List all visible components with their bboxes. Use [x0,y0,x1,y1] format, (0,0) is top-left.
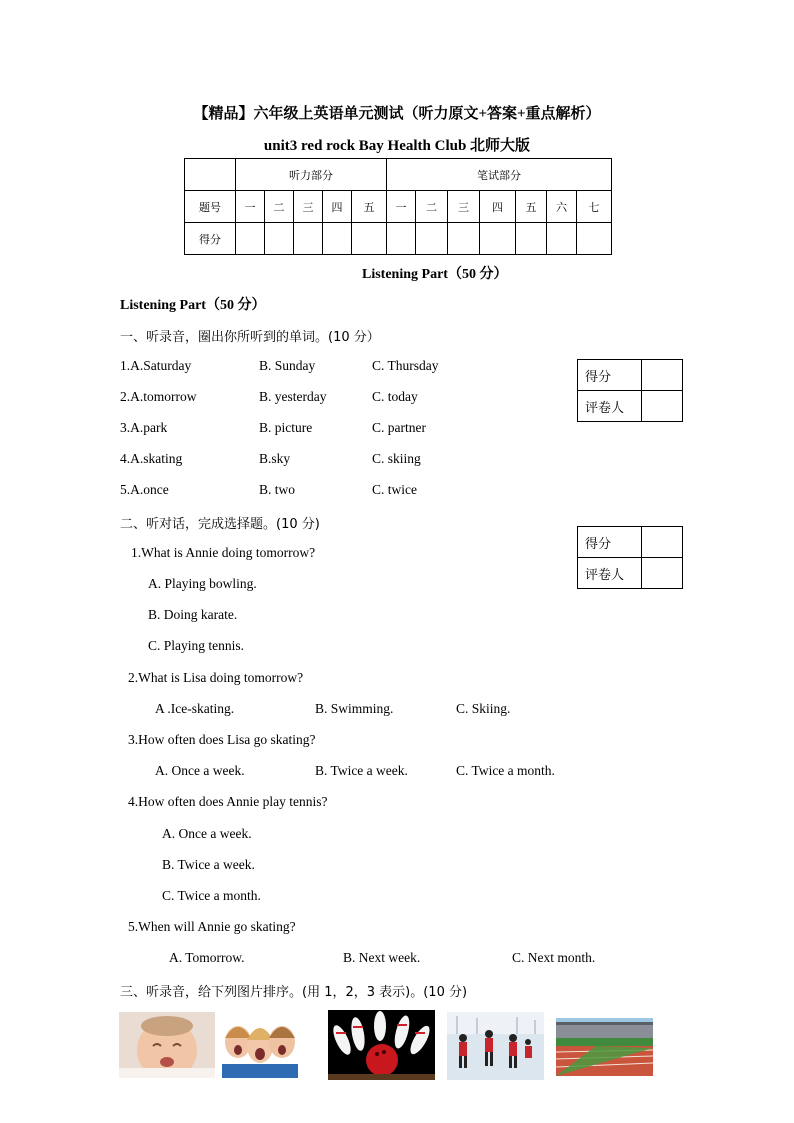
stadium-track-picture [556,1018,653,1076]
grader-score-cell[interactable] [642,527,683,558]
s1-q3-option-b: B. picture [259,420,313,435]
score-table-row-label-score: 得分 [185,223,236,255]
score-cell[interactable] [294,223,323,255]
score-table-header-cell: 四 [480,191,516,223]
s1-q5-option-c: C. twice [372,482,417,497]
s2-q2-option-a: A .Ice-skating. [155,701,235,716]
grader-score-cell[interactable] [642,360,683,391]
s1-q1-option-b: B. Sunday [259,358,316,373]
s1-q4-option-a: 4.A.skating [120,451,183,466]
s2-q3-option-c: C. Twice a month. [456,763,555,778]
document-subtitle: unit3 red rock Bay Health Club 北师大版 [263,138,531,154]
s2-q5-option-c: C. Next month. [512,950,596,965]
score-cell[interactable] [577,223,612,255]
s1-q2-option-c: C. today [372,389,418,404]
score-cell[interactable] [323,223,352,255]
score-table [184,158,612,255]
s2-q2-question: 2.What is Lisa doing tomorrow? [128,670,304,685]
s1-q3-option-c: C. partner [372,420,426,435]
skating-picture [447,1012,544,1080]
score-table-header-cell: 一 [236,191,265,223]
grader-name-cell[interactable] [642,391,683,422]
score-cell[interactable] [547,223,577,255]
s1-q2-option-a: 2.A.tomorrow [120,389,197,404]
s2-q5-option-a: A. Tomorrow. [169,950,245,965]
s1-q5-option-b: B. two [259,482,296,497]
section3-heading: 三、听录音，给下列图片排序。(用 1，2，3 表示)。(10 分) [120,985,468,1000]
score-table-header-cell: 四 [323,191,352,223]
s1-q4-option-b: B.sky [259,451,291,466]
s2-q3-option-b: B. Twice a week. [315,763,408,778]
document-title: 【精品】六年级上英语单元测试（听力原文+答案+重点解析） [193,106,601,122]
score-cell[interactable] [448,223,480,255]
score-table-row-label-number: 题号 [185,191,236,223]
s1-q1-option-a: 1.A.Saturday [120,358,192,373]
score-cell[interactable] [480,223,516,255]
score-cell[interactable] [265,223,294,255]
score-table-header-cell: 六 [547,191,577,223]
listening-part-heading-center: Listening Part（50 分） [362,267,508,282]
bowling-picture [328,1010,435,1080]
score-table-header-cell: 三 [448,191,480,223]
s2-q1-question: 1.What is Annie doing tomorrow? [131,545,316,560]
s2-q5-option-b: B. Next week. [343,950,421,965]
s2-q5-question: 5.When will Annie go skating? [128,919,296,934]
score-table-header-cell: 五 [516,191,547,223]
listening-part-heading: Listening Part（50 分） [120,298,266,313]
score-table-group-listening: 听力部分 [236,159,387,191]
s1-q3-option-a: 3.A.park [120,420,168,435]
score-table-header-cell: 五 [352,191,387,223]
grader-score-label: 得分 [578,527,642,558]
s1-q5-option-a: 5.A.once [120,482,169,497]
score-cell[interactable] [352,223,387,255]
score-table-header-cell: 二 [265,191,294,223]
score-table-group-writing: 笔试部分 [387,159,612,191]
s1-q2-option-b: B. yesterday [259,389,327,404]
score-table-corner [185,159,236,191]
s2-q4-option-b: B. Twice a week. [162,857,255,872]
s2-q1-option-a: A. Playing bowling. [148,576,257,591]
s2-q3-question: 3.How often does Lisa go skating? [128,732,316,747]
grader-score-label: 得分 [578,360,642,391]
grader-box-2 [577,526,683,589]
shouting-kids-picture [222,1012,298,1078]
score-table-header-cell: 一 [387,191,416,223]
s1-q1-option-c: C. Thursday [372,358,439,373]
s2-q2-option-b: B. Swimming. [315,701,394,716]
grader-box-1 [577,359,683,422]
s2-q4-option-c: C. Twice a month. [162,888,261,903]
grader-name-label: 评卷人 [578,558,642,589]
grader-name-label: 评卷人 [578,391,642,422]
s2-q1-option-b: B. Doing karate. [148,607,238,622]
s2-q2-option-c: C. Skiing. [456,701,511,716]
score-table-header-cell: 二 [416,191,448,223]
s1-q4-option-c: C. skiing [372,451,421,466]
s2-q1-option-c: C. Playing tennis. [148,638,245,653]
score-cell[interactable] [416,223,448,255]
section1-heading: 一、听录音，圈出你所听到的单词。(10 分） [120,330,380,345]
grader-name-cell[interactable] [642,558,683,589]
score-table-header-cell: 三 [294,191,323,223]
s2-q3-option-a: A. Once a week. [155,763,245,778]
s2-q4-option-a: A. Once a week. [162,826,252,841]
score-cell[interactable] [516,223,547,255]
score-cell[interactable] [387,223,416,255]
s2-q4-question: 4.How often does Annie play tennis? [128,794,328,809]
score-cell[interactable] [236,223,265,255]
crying-baby-picture [119,1012,215,1078]
score-table-header-cell: 七 [577,191,612,223]
section2-heading: 二、听对话，完成选择题。(10 分) [120,517,320,532]
